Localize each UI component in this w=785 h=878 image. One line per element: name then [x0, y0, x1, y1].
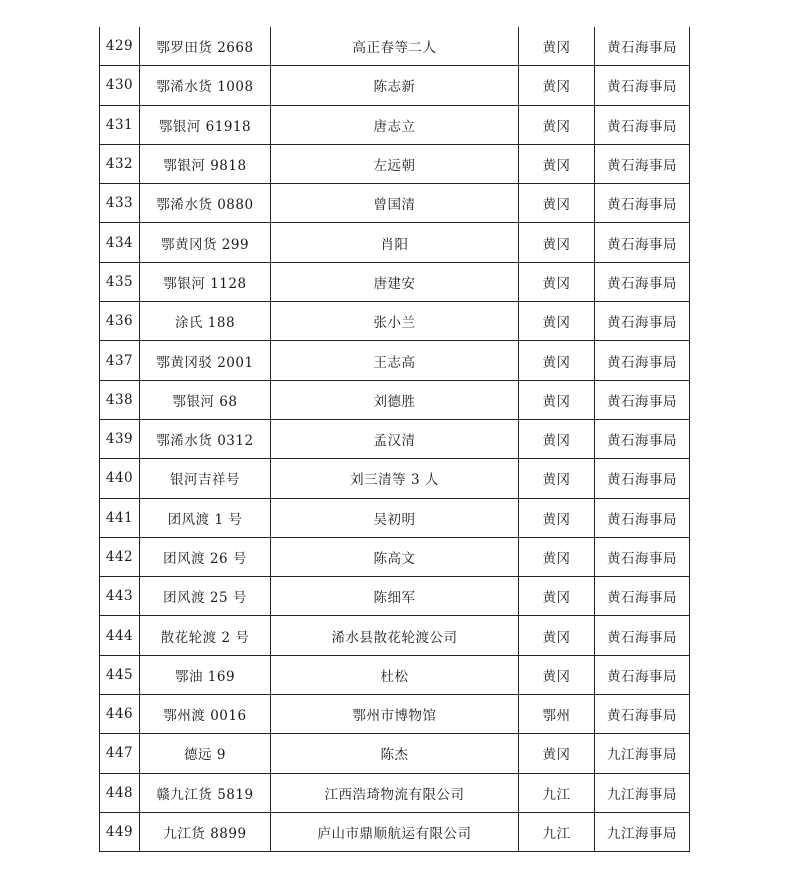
row-number-cell: 449: [100, 812, 140, 851]
region-cell: 黄冈: [519, 616, 595, 655]
ship-name-cell: 涂氏 188: [140, 302, 271, 341]
table-row: [100, 695, 690, 734]
row-number-cell: 445: [100, 655, 140, 694]
row-number-cell: 431: [100, 105, 140, 144]
maritime-bureau-cell: 黄石海事局: [595, 459, 690, 498]
region-cell: 黄冈: [519, 341, 595, 380]
row-number-cell: 443: [100, 577, 140, 616]
region-cell: 黄冈: [519, 537, 595, 576]
region-cell: 黄冈: [519, 380, 595, 419]
owner-cell: 王志高: [271, 341, 519, 380]
row-number-cell: 440: [100, 459, 140, 498]
maritime-bureau-cell: 黄石海事局: [595, 105, 690, 144]
table-row: [100, 773, 690, 812]
table-row: [100, 459, 690, 498]
owner-cell: 高正春等二人: [271, 27, 519, 66]
ship-name-cell: 银河吉祥号: [140, 459, 271, 498]
ship-name-cell: 团风渡 25 号: [140, 577, 271, 616]
owner-cell: 陈细军: [271, 577, 519, 616]
maritime-bureau-cell: 黄石海事局: [595, 695, 690, 734]
region-cell: 九江: [519, 812, 595, 851]
ship-name-cell: 鄂油 169: [140, 655, 271, 694]
ship-name-cell: 鄂黄冈驳 2001: [140, 341, 271, 380]
ship-name-cell: 德远 9: [140, 734, 271, 773]
region-cell: 黄冈: [519, 419, 595, 458]
owner-cell: 刘德胜: [271, 380, 519, 419]
row-number-cell: 439: [100, 419, 140, 458]
table-row: [100, 144, 690, 183]
region-cell: 九江: [519, 773, 595, 812]
row-number-cell: 430: [100, 66, 140, 105]
maritime-bureau-cell: 黄石海事局: [595, 144, 690, 183]
maritime-bureau-cell: 黄石海事局: [595, 223, 690, 262]
table-row: [100, 184, 690, 223]
table-row: [100, 223, 690, 262]
owner-cell: 张小兰: [271, 302, 519, 341]
ship-name-cell: 鄂浠水货 0312: [140, 419, 271, 458]
ship-name-cell: 鄂银河 9818: [140, 144, 271, 183]
maritime-bureau-cell: 黄石海事局: [595, 498, 690, 537]
owner-cell: 吴初明: [271, 498, 519, 537]
region-cell: 黄冈: [519, 66, 595, 105]
row-number-cell: 435: [100, 262, 140, 301]
ship-name-cell: 鄂罗田货 2668: [140, 27, 271, 66]
owner-cell: 江西浩琦物流有限公司: [271, 773, 519, 812]
region-cell: 黄冈: [519, 105, 595, 144]
maritime-bureau-cell: 九江海事局: [595, 812, 690, 851]
owner-cell: 庐山市鼎顺航运有限公司: [271, 812, 519, 851]
maritime-bureau-cell: 黄石海事局: [595, 262, 690, 301]
row-number-cell: 437: [100, 341, 140, 380]
row-number-cell: 446: [100, 695, 140, 734]
ship-name-cell: 团风渡 26 号: [140, 537, 271, 576]
region-cell: 黄冈: [519, 27, 595, 66]
ship-name-cell: 鄂浠水货 1008: [140, 66, 271, 105]
vessel-table: [99, 27, 690, 852]
table-row: [100, 655, 690, 694]
row-number-cell: 429: [100, 27, 140, 66]
row-number-cell: 442: [100, 537, 140, 576]
region-cell: 黄冈: [519, 184, 595, 223]
table-row: [100, 27, 690, 66]
row-number-cell: 438: [100, 380, 140, 419]
ship-name-cell: 鄂银河 61918: [140, 105, 271, 144]
ship-name-cell: 团风渡 1 号: [140, 498, 271, 537]
table-row: [100, 105, 690, 144]
owner-cell: 陈高文: [271, 537, 519, 576]
table-row: [100, 341, 690, 380]
owner-cell: 刘三清等 3 人: [271, 459, 519, 498]
maritime-bureau-cell: 黄石海事局: [595, 419, 690, 458]
maritime-bureau-cell: 九江海事局: [595, 734, 690, 773]
maritime-bureau-cell: 黄石海事局: [595, 380, 690, 419]
owner-cell: 左远朝: [271, 144, 519, 183]
maritime-bureau-cell: 黄石海事局: [595, 616, 690, 655]
owner-cell: 陈杰: [271, 734, 519, 773]
row-number-cell: 444: [100, 616, 140, 655]
ship-name-cell: 鄂浠水货 0880: [140, 184, 271, 223]
row-number-cell: 434: [100, 223, 140, 262]
document-page: [99, 27, 689, 852]
maritime-bureau-cell: 黄石海事局: [595, 537, 690, 576]
table-row: [100, 380, 690, 419]
ship-name-cell: 鄂黄冈货 299: [140, 223, 271, 262]
maritime-bureau-cell: 黄石海事局: [595, 577, 690, 616]
table-row: [100, 734, 690, 773]
region-cell: 黄冈: [519, 498, 595, 537]
ship-name-cell: 鄂银河 68: [140, 380, 271, 419]
ship-name-cell: 鄂州渡 0016: [140, 695, 271, 734]
table-row: [100, 498, 690, 537]
table-row: [100, 616, 690, 655]
ship-name-cell: 鄂银河 1128: [140, 262, 271, 301]
owner-cell: 曾国清: [271, 184, 519, 223]
ship-name-cell: 赣九江货 5819: [140, 773, 271, 812]
owner-cell: 鄂州市博物馆: [271, 695, 519, 734]
owner-cell: 肖阳: [271, 223, 519, 262]
table-row: [100, 302, 690, 341]
table-row: [100, 419, 690, 458]
region-cell: 黄冈: [519, 302, 595, 341]
table-row: [100, 537, 690, 576]
row-number-cell: 441: [100, 498, 140, 537]
region-cell: 黄冈: [519, 734, 595, 773]
region-cell: 黄冈: [519, 655, 595, 694]
row-number-cell: 448: [100, 773, 140, 812]
owner-cell: 唐志立: [271, 105, 519, 144]
maritime-bureau-cell: 九江海事局: [595, 773, 690, 812]
table-row: [100, 577, 690, 616]
row-number-cell: 447: [100, 734, 140, 773]
owner-cell: 孟汉清: [271, 419, 519, 458]
region-cell: 黄冈: [519, 459, 595, 498]
vessel-table-body: [100, 27, 690, 852]
owner-cell: 杜松: [271, 655, 519, 694]
row-number-cell: 433: [100, 184, 140, 223]
region-cell: 鄂州: [519, 695, 595, 734]
maritime-bureau-cell: 黄石海事局: [595, 341, 690, 380]
maritime-bureau-cell: 黄石海事局: [595, 184, 690, 223]
table-row: [100, 262, 690, 301]
maritime-bureau-cell: 黄石海事局: [595, 27, 690, 66]
maritime-bureau-cell: 黄石海事局: [595, 655, 690, 694]
owner-cell: 陈志新: [271, 66, 519, 105]
table-row: [100, 812, 690, 851]
ship-name-cell: 散花轮渡 2 号: [140, 616, 271, 655]
table-row: [100, 66, 690, 105]
owner-cell: 浠水县散花轮渡公司: [271, 616, 519, 655]
region-cell: 黄冈: [519, 577, 595, 616]
maritime-bureau-cell: 黄石海事局: [595, 302, 690, 341]
region-cell: 黄冈: [519, 144, 595, 183]
maritime-bureau-cell: 黄石海事局: [595, 66, 690, 105]
row-number-cell: 432: [100, 144, 140, 183]
region-cell: 黄冈: [519, 262, 595, 301]
row-number-cell: 436: [100, 302, 140, 341]
owner-cell: 唐建安: [271, 262, 519, 301]
region-cell: 黄冈: [519, 223, 595, 262]
ship-name-cell: 九江货 8899: [140, 812, 271, 851]
